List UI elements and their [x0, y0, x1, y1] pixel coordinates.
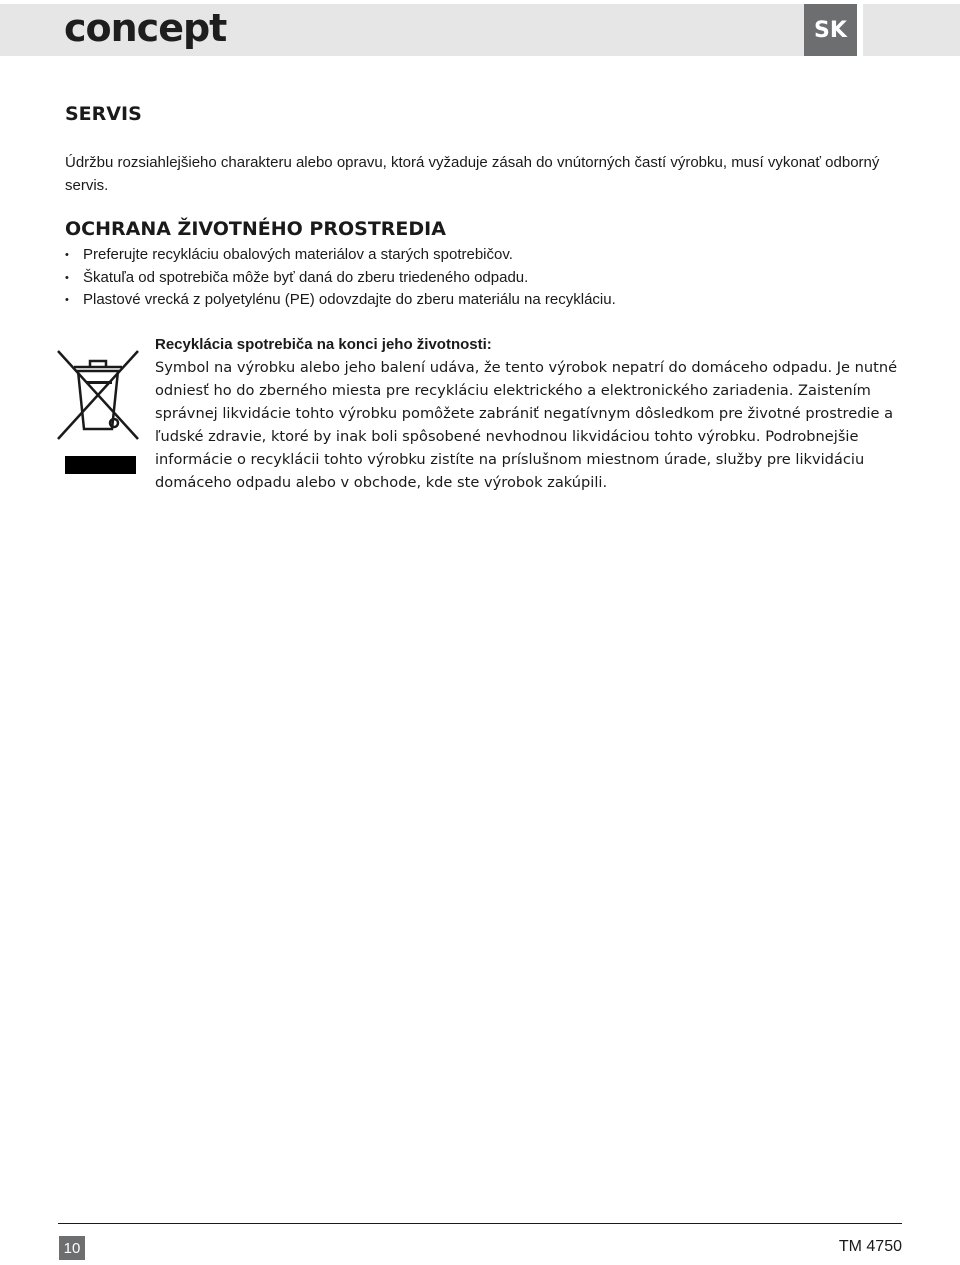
- language-badge: SK: [804, 4, 857, 56]
- environment-heading: OCHRANA ŽIVOTNÉHO PROSTREDIA: [65, 218, 446, 240]
- footer-divider: [58, 1223, 902, 1224]
- brand-logo: concept: [64, 6, 227, 50]
- list-item: • Preferujte recykláciu obalových materiálov a starých spotrebičov.: [65, 244, 905, 267]
- page-number: 10: [59, 1236, 85, 1260]
- model-number: TM 4750: [838, 1238, 902, 1255]
- list-item: • Škatuľa od spotrebiča môže byť daná do zberu triedeného odpadu.: [65, 267, 905, 290]
- list-item: • Plastové vrecká z polyetylénu (PE) odovzdajte do zberu materiálu na recykláciu.: [65, 289, 905, 312]
- header-divider: [857, 4, 863, 56]
- weee-bin-icon: [56, 343, 140, 475]
- recycling-text: Symbol na výrobku alebo jeho balení udáva, že tento výrobok nepatrí do domáceho odpadu. Je nutné odniesť ho do zberného miesta pre recykláciu elektrického a elektronického zariadenia. Zaistením správnej likvidácie tohto výrobku pomôžete zabrániť negatívnym dôsledkom pre životné prostredie a ľudské zdravie, ktoré by inak boli spôsobené nevhodnou likvidáciou tohto výrobku. Podrobnejšie informácie o recyklácii tohto výrobku zistíte na príslušnom miestnom úrade, služby pre likvidáciu domáceho odpadu alebo v obchode, kde ste výrobok zakúpili.: [155, 359, 898, 491]
- environment-list: [65, 244, 905, 312]
- recycling-section: [155, 333, 910, 494]
- servis-text: Údržbu rozsiahlejšieho charakteru alebo opravu, ktorá vyžaduje zásah do vnútorných častí výrobku, musí vykonať odborný servis.: [65, 154, 880, 194]
- recycling-title: Recyklácia spotrebiča na konci jeho životnosti:: [155, 336, 492, 353]
- servis-heading: SERVIS: [65, 103, 142, 125]
